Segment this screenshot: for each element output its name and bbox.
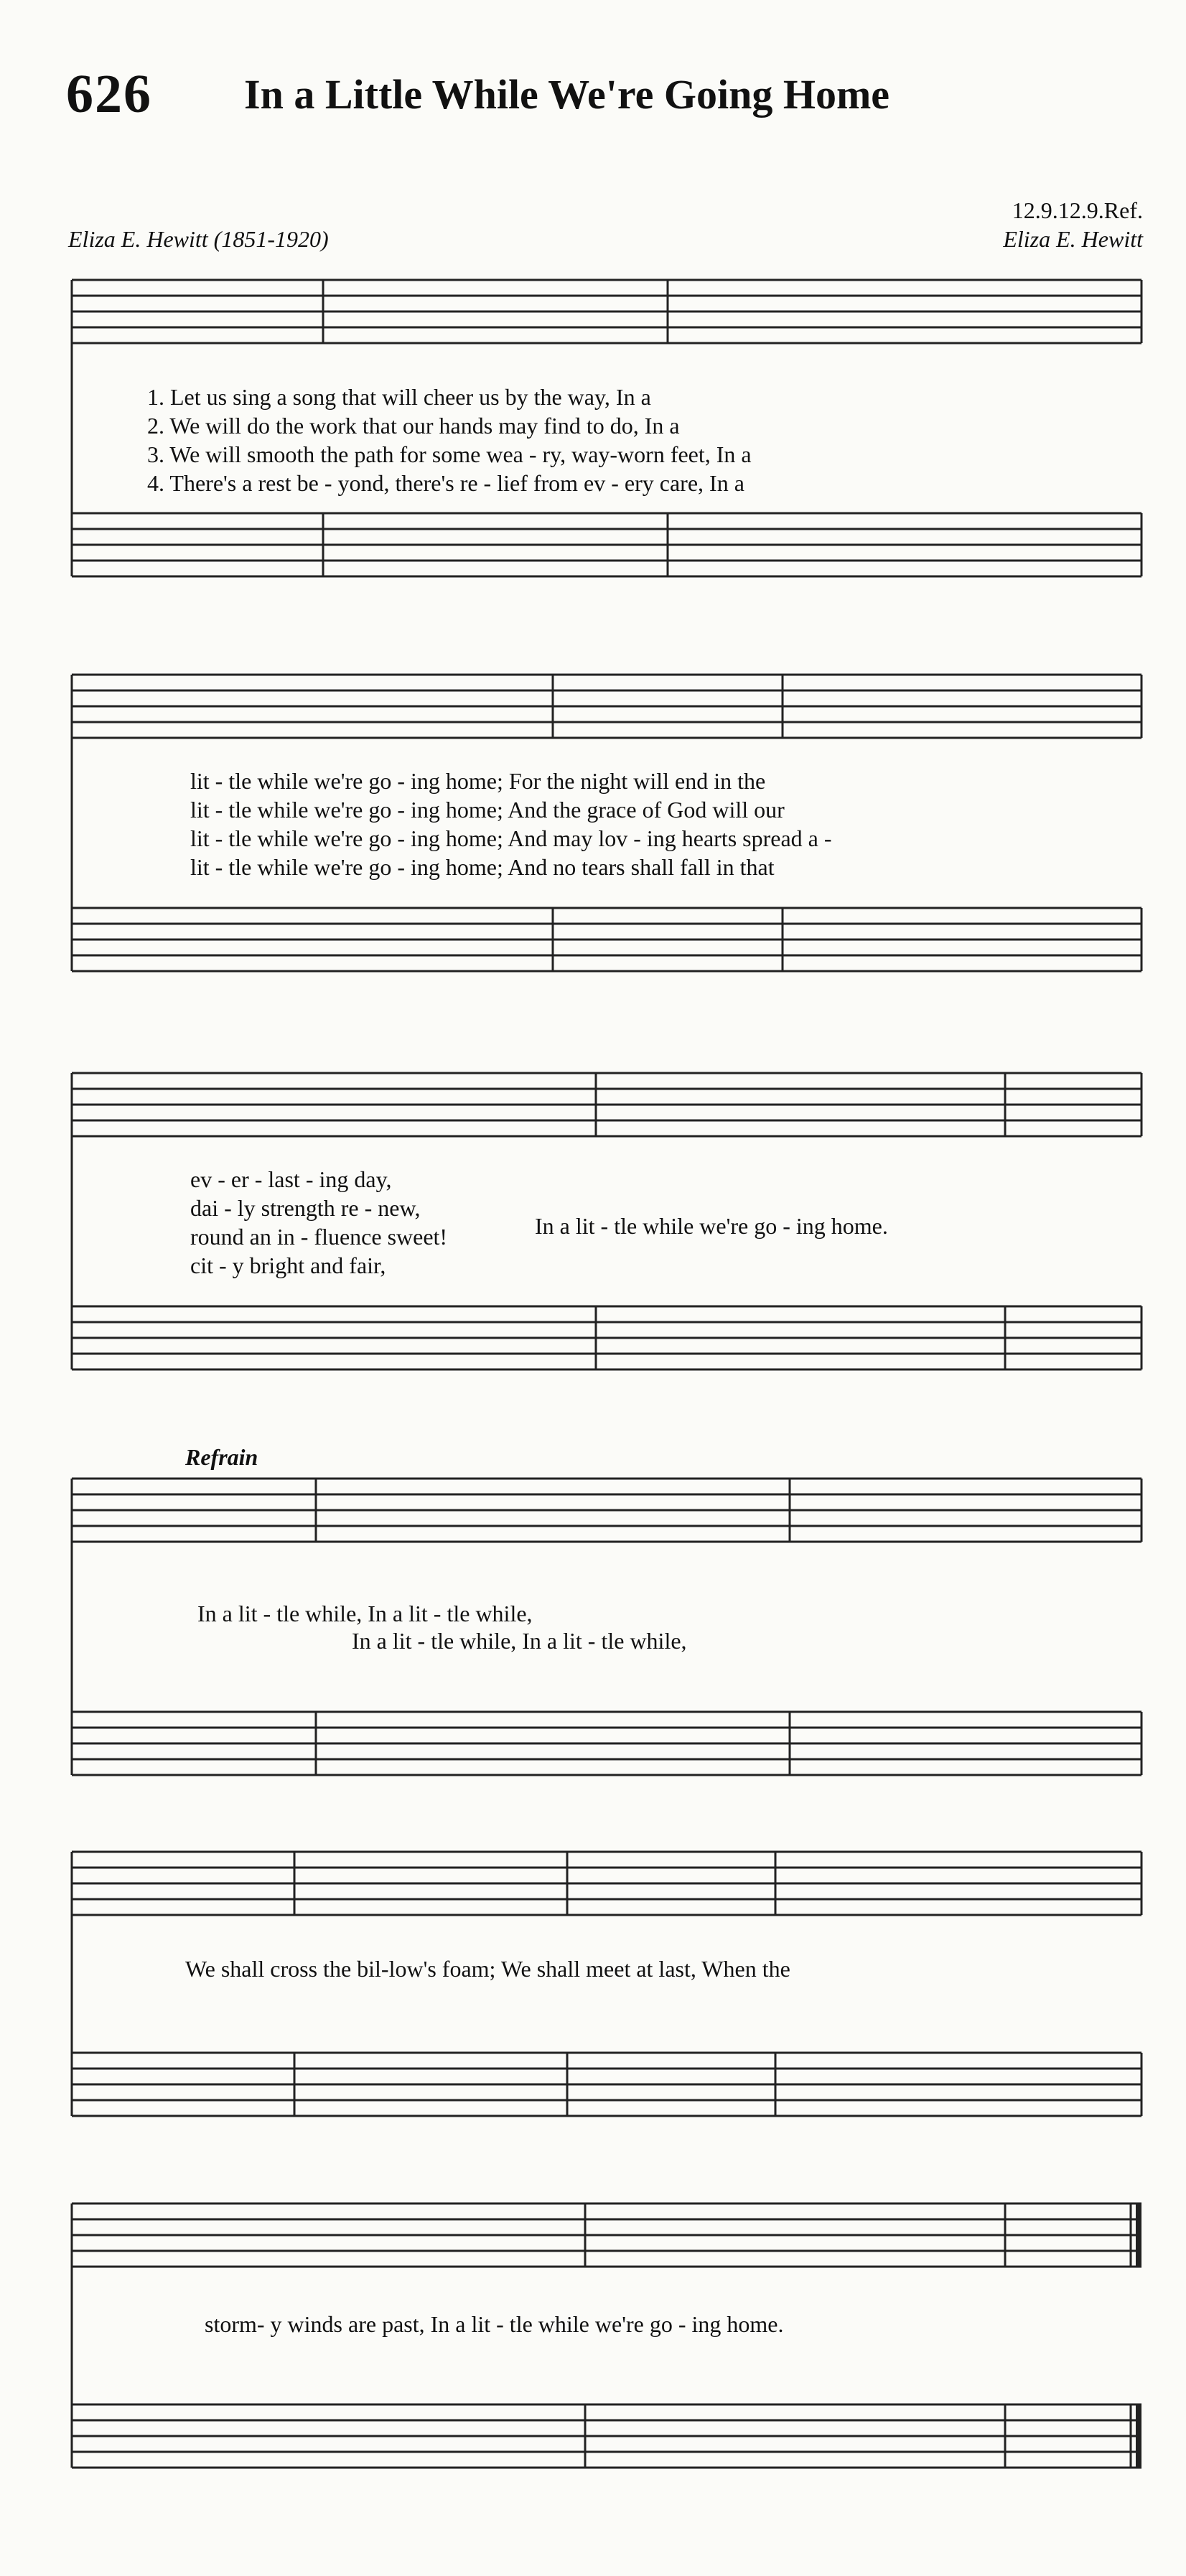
verse-3-line-2: lit - tle while we're go - ing home; And may lov - ing hearts spread a -: [190, 825, 832, 851]
composer-credit: Eliza E. Hewitt: [1003, 226, 1143, 252]
verse-2-line-1: 2. We will do the work that our hands may find to do, In a: [147, 413, 680, 439]
verse-3-line-1: 3. We will smooth the path for some wea - ry, way-worn feet, In a: [147, 441, 752, 467]
verse-1-line-2: lit - tle while we're go - ing home; For the night will end in the: [190, 768, 766, 794]
author-credit: Eliza E. Hewitt (1851-1920): [68, 226, 329, 252]
verse-1-line-3: ev - er - last - ing day,: [190, 1166, 392, 1192]
verse-2-line-2: lit - tle while we're go - ing home; And the grace of God will our: [190, 797, 785, 823]
refrain-line-2: We shall cross the bil-low's foam; We shall meet at last, When the: [185, 1956, 790, 1982]
verse-4-line-2: lit - tle while we're go - ing home; And no tears shall fall in that: [190, 854, 775, 880]
verse-4-line-1: 4. There's a rest be - yond, there's re - lief from ev - ery care, In a: [147, 470, 744, 496]
refrain-line-3: storm- y winds are past, In a lit - tle while we're go - ing home.: [205, 2311, 784, 2337]
shared-closing-line: In a lit - tle while we're go - ing home.: [535, 1213, 888, 1239]
verse-3-line-3: round an in - fluence sweet!: [190, 1224, 448, 1250]
refrain-label: Refrain: [185, 1444, 258, 1470]
meter: 12.9.12.9.Ref.: [1012, 197, 1143, 223]
verse-2-line-3: dai - ly strength re - new,: [190, 1195, 421, 1221]
refrain-line-upper: In a lit - tle while, In a lit - tle while,: [197, 1601, 533, 1626]
verse-4-line-3: cit - y bright and fair,: [190, 1252, 386, 1278]
verse-1-line-1: 1. Let us sing a song that will cheer us by the way, In a: [147, 384, 651, 410]
hymn-number: 626: [66, 64, 152, 124]
hymn-title: In a Little While We're Going Home: [244, 71, 890, 118]
music-system-6: [0, 2189, 1186, 2534]
refrain-line-lower: In a lit - tle while, In a lit - tle while,: [352, 1628, 687, 1654]
